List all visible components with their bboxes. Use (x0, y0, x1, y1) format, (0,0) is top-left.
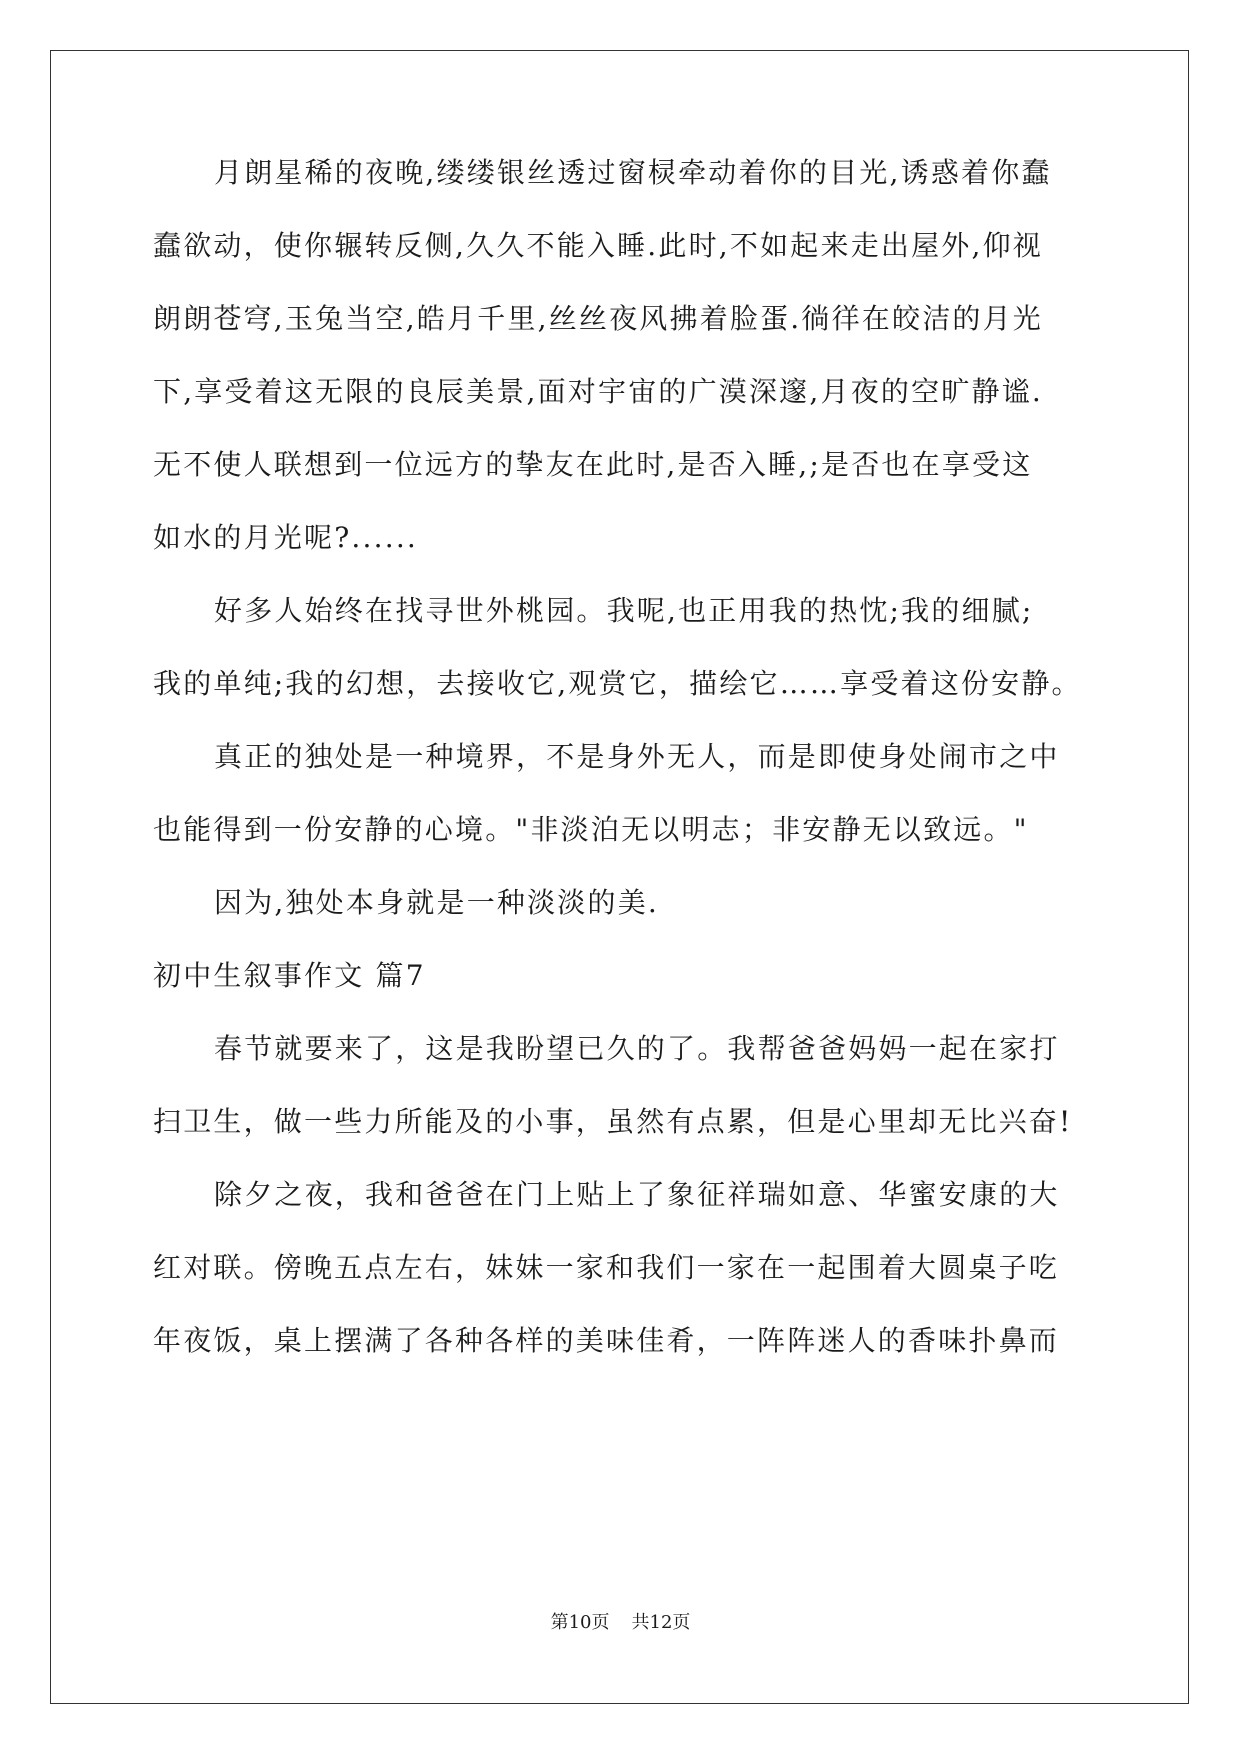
paragraph-line: 除夕之夜，我和爸爸在门上贴上了象征祥瑞如意、华蜜安康的大 (214, 1178, 1060, 1211)
paragraph-line: 真正的独处是一种境界，不是身外无人，而是即使身处闹市之中 (214, 740, 1060, 773)
paragraph-line: 朗朗苍穹,玉兔当空,皓月千里,丝丝夜风拂着脸蛋.徜徉在皎洁的月光 (153, 302, 1044, 335)
paragraph-line: 春节就要来了，这是我盼望已久的了。我帮爸爸妈妈一起在家打 (214, 1032, 1060, 1065)
paragraph-line: 如水的月光呢?...... (153, 521, 419, 554)
paragraph-line: 月朗星稀的夜晚,缕缕银丝透过窗棂牵动着你的目光,诱惑着你蠢 (214, 156, 1052, 189)
section-heading: 初中生叙事作文 篇7 (153, 959, 426, 992)
page-total: 共12页 (631, 1612, 691, 1633)
paragraph-line: 下,享受着这无限的良辰美景,面对宇宙的广漠深邃,月夜的空旷静谧. (153, 375, 1044, 408)
page-number: 第10页 (550, 1612, 610, 1633)
paragraph-line: 因为,独处本身就是一种淡淡的美. (214, 886, 660, 919)
paragraph-line: 扫卫生，做一些力所能及的小事，虽然有点累，但是心里却无比兴奋! (153, 1105, 1073, 1138)
paragraph-line: 我的单纯;我的幻想，去接收它,观赏它，描绘它……享受着这份安静。 (153, 667, 1082, 700)
paragraph-line: 年夜饭，桌上摆满了各种各样的美味佳肴，一阵阵迷人的香味扑鼻而 (153, 1324, 1060, 1357)
paragraph-line: 无不使人联想到一位远方的挚友在此时,是否入睡,;是否也在享受这 (153, 448, 1033, 481)
paragraph-line: 红对联。傍晚五点左右，妹妹一家和我们一家在一起围着大圆桌子吃 (153, 1251, 1060, 1284)
page-footer (0, 1611, 1241, 1635)
paragraph-line: 也能得到一份安静的心境。"非淡泊无以明志；非安静无以致远。" (153, 813, 1029, 846)
paragraph-line: 蠢欲动，使你辗转反侧,久久不能入睡.此时,不如起来走出屋外,仰视 (153, 229, 1044, 262)
paragraph-line: 好多人始终在找寻世外桃园。我呢,也正用我的热忱;我的细腻; (214, 594, 1034, 627)
